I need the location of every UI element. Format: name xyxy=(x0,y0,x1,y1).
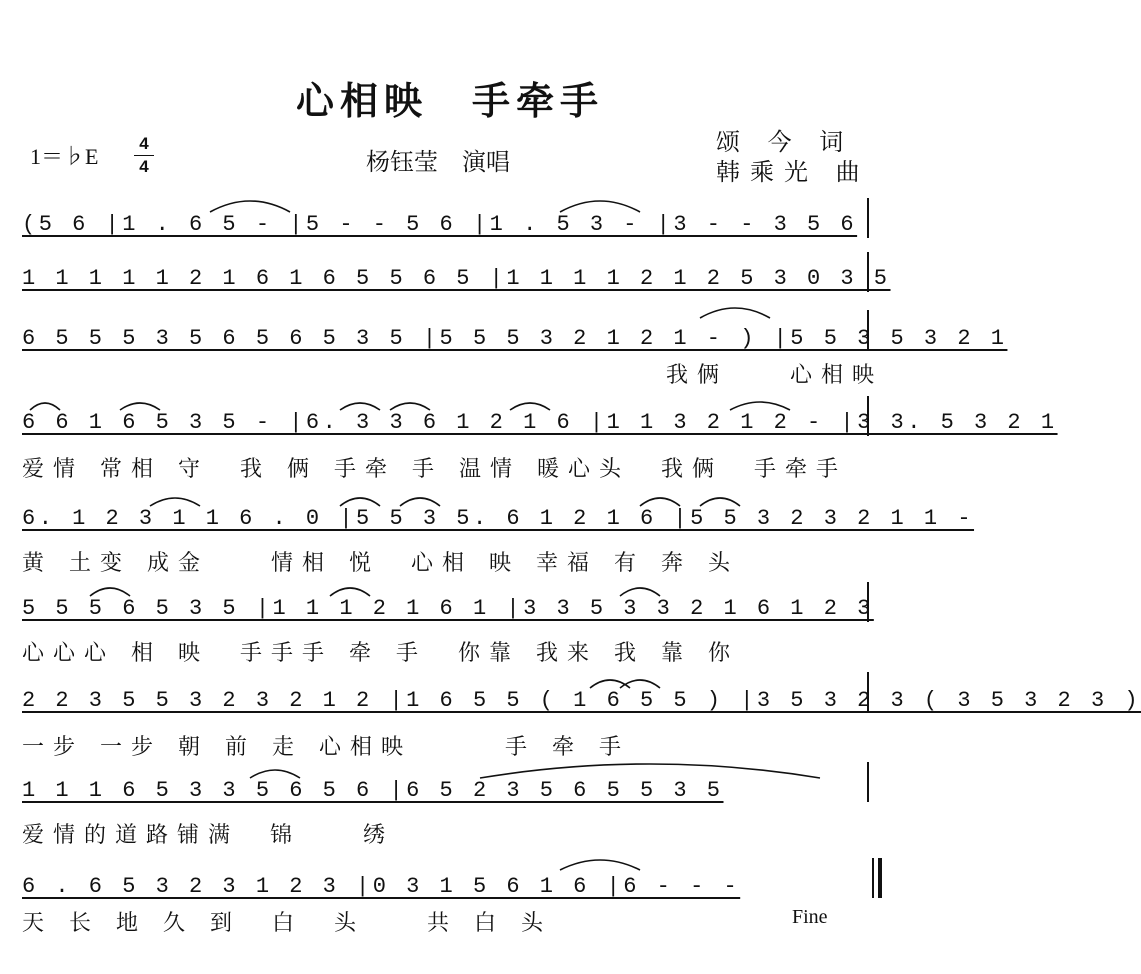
slur-row-4b xyxy=(120,403,160,410)
notation-row-4: 6 6 1 6 5 3 5 - |6. 3 3 6 1 2 1 6 |1 1 3 2 1 2 - |3 3. 5 3 2 1 xyxy=(22,410,1058,435)
slur-row-1b xyxy=(560,201,640,212)
lyrics-row-6: 心心心 相 映 手手手 牵 手 你靠 我来 我 靠 你 xyxy=(22,641,739,666)
slur-row-5e xyxy=(700,498,740,506)
slur-row-6a xyxy=(90,588,130,596)
slur-row-7a xyxy=(590,680,630,688)
slur-row-4d xyxy=(390,403,430,410)
slur-row-5a xyxy=(150,498,200,506)
lyrics-row-3: 我俩 心相映 xyxy=(666,363,884,388)
slur-row-6c xyxy=(620,588,660,596)
notation-row-6: 5 5 5 6 5 3 5 |1 1 1 2 1 6 1 |3 3 5 3 3 2 1 6 1 2 3 xyxy=(22,596,874,621)
slur-row-5b xyxy=(340,498,380,506)
notation-row-3: 6 5 5 5 3 5 6 5 6 5 3 5 |5 5 5 3 2 1 2 1 - ) |5 5 3 5 3 2 1 xyxy=(22,326,1008,351)
singer-credit: 杨钰莹 演唱 xyxy=(366,148,510,176)
time-signature-bottom: 4 xyxy=(139,157,149,176)
lyrics-row-9: 天 长 地 久 到 白 头 共 白 头 xyxy=(22,911,552,936)
notation-row-1: (5 6 |1 . 6 5 - |5 - - 5 6 |1 . 5 3 - |3 - - 3 5 6 xyxy=(22,212,858,237)
slur-row-7b xyxy=(620,680,660,688)
slur-row-6b xyxy=(330,588,370,596)
song-title: 心相映 手牵手 xyxy=(295,78,604,123)
slur-row-4a xyxy=(30,403,60,410)
fine-marking: Fine xyxy=(792,906,828,928)
slur-row-1a xyxy=(210,201,290,212)
notation-row-2: 1 1 1 1 1 2 1 6 1 6 5 5 6 5 |1 1 1 1 2 1 2 5 3 0 3 5 xyxy=(22,266,891,291)
slur-row-5c xyxy=(400,498,440,506)
notation-row-9: 6 . 6 5 3 2 3 1 2 3 |0 3 1 5 6 1 6 |6 - - - xyxy=(22,874,741,899)
slur-row-3 xyxy=(700,308,770,318)
key-signature: 1＝♭E xyxy=(30,144,99,169)
slur-row-8a xyxy=(480,764,820,778)
time-signature-top: 4 xyxy=(139,134,149,153)
lyrics-row-4: 爱情 常相 守 我 俩 手牵 手 温情 暖心头 我俩 手牵手 xyxy=(22,457,847,482)
slur-row-8b xyxy=(250,770,300,778)
slur-row-4c xyxy=(340,403,380,410)
lyrics-row-5: 黄 土变 成金 情相 悦 心相 映 幸福 有 奔 头 xyxy=(22,551,739,576)
slur-row-5d xyxy=(640,498,680,506)
notation-row-7: 2 2 3 5 5 3 2 3 2 1 2 |1 6 5 5 ( 1 6 5 5 ) |3 5 3 2 3 ( 3 5 3 2 3 ) xyxy=(22,688,1141,713)
composer-credit: 韩乘光 曲 xyxy=(716,158,870,186)
lyrics-row-7: 一步 一步 朝 前 走 心相映 手 牵 手 xyxy=(22,735,630,760)
notation-row-8: 1 1 1 6 5 3 3 5 6 5 6 |6 5 2 3 5 6 5 5 3 5 xyxy=(22,778,724,803)
lyricist-credit: 颂 今 词 xyxy=(716,128,854,156)
slur-row-4f xyxy=(730,402,790,410)
slur-row-9 xyxy=(560,860,640,870)
notation-row-5: 6. 1 2 3 1 1 6 . 0 |5 5 3 5. 6 1 2 1 6 |5 5 3 2 3 2 1 1 - xyxy=(22,506,975,531)
slur-row-4e xyxy=(510,403,550,410)
lyrics-row-8: 爱情的道路铺满 锦 绣 xyxy=(22,823,395,848)
